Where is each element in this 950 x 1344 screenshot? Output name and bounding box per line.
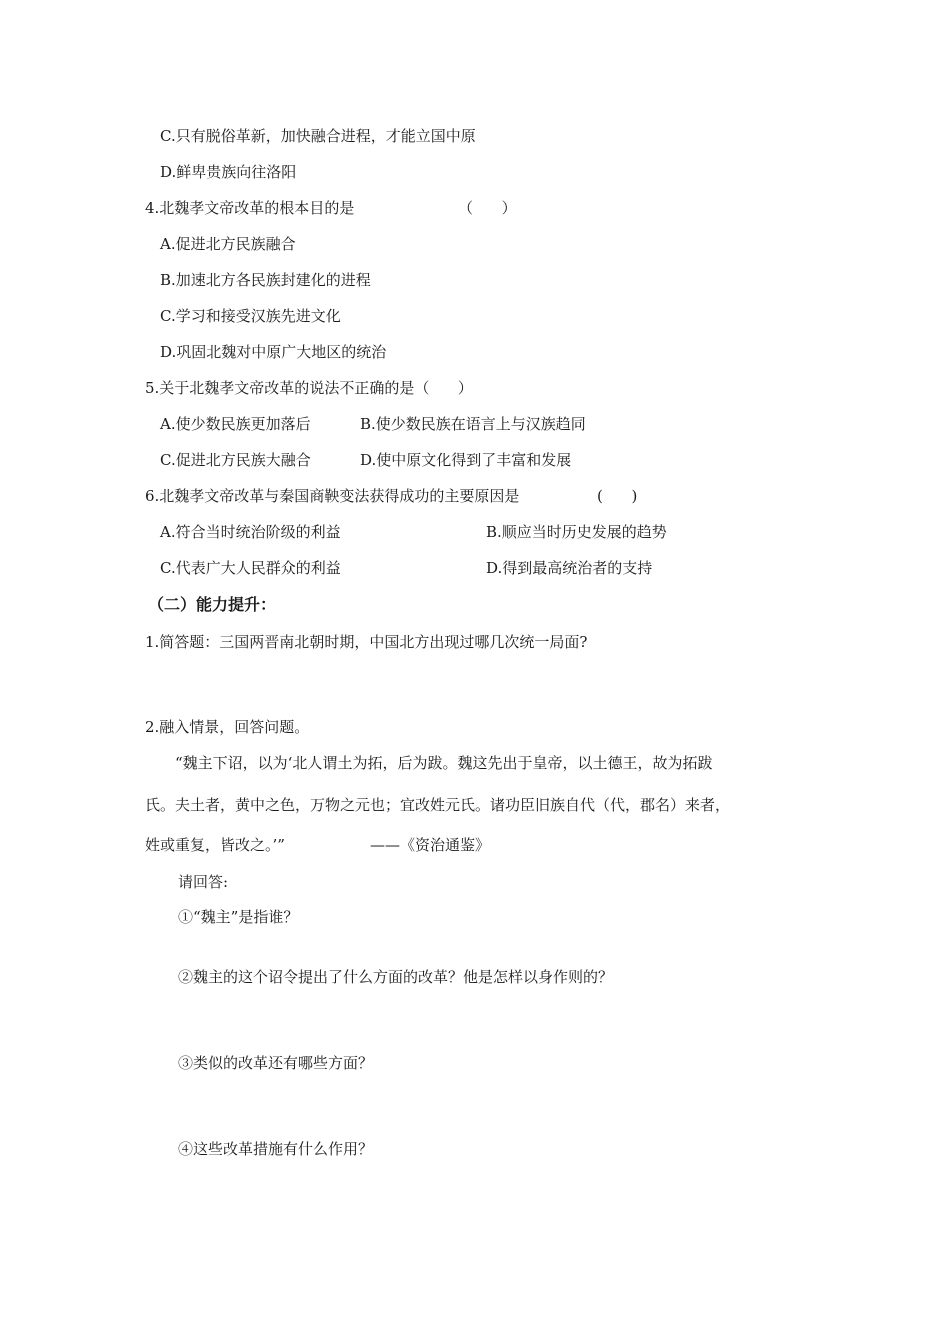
q4-option-a: A.促进北方民族融合 (160, 235, 296, 253)
q4-option-c: C.学习和接受汉族先进文化 (160, 307, 341, 325)
sub-question-4: ④这些改革措施有什么作用？ (178, 1140, 374, 1158)
quote-line-1: “魏主下诏，以为‘北人谓土为拓，后为跋。魏这先出于皇帝，以土德王，故为拓跋 (175, 754, 713, 772)
q4-stem: 4.北魏孝文帝改革的根本目的是 (145, 199, 355, 217)
q3-option-c: C.只有脱俗革新，加快融合进程，才能立国中原 (160, 127, 476, 145)
q3-option-d: D.鲜卑贵族向往洛阳 (160, 163, 297, 181)
short-answer-question: 1.简答题：三国两晋南北朝时期，中国北方出现过哪几次统一局面? (145, 633, 588, 651)
q5-option-d: D.使中原文化得到了丰富和发展 (360, 451, 572, 469)
q6-option-d: D.得到最高统治者的支持 (486, 559, 653, 577)
q4-option-d: D.巩固北魏对中原广大地区的统治 (160, 343, 387, 361)
answer-prompt: 请回答: (178, 873, 229, 891)
sub-question-2: ②魏主的这个诏令提出了什么方面的改革？他是怎样以身作则的？ (178, 968, 614, 986)
quote-source: ——《资治通鉴》 (370, 836, 491, 854)
q4-answer-paren: （ ） (458, 199, 517, 217)
sub-question-1: ①“魏主”是指谁？ (178, 908, 299, 926)
q6-option-b: B.顺应当时历史发展的趋势 (486, 523, 667, 541)
q6-stem: 6.北魏孝文帝改革与秦国商鞅变法获得成功的主要原因是 (145, 487, 520, 505)
q6-option-c: C.代表广大人民群众的利益 (160, 559, 341, 577)
sub-question-3: ③类似的改革还有哪些方面？ (178, 1054, 374, 1072)
section-heading: （二）能力提升： (148, 595, 277, 614)
quote-line-3: 姓或重复，皆改之。’” (145, 836, 285, 854)
q6-answer-paren: ( ) (597, 487, 638, 505)
q5-option-a: A.使少数民族更加落后 (160, 415, 311, 433)
scenario-question: 2.融入情景，回答问题。 (145, 718, 310, 736)
q5-option-c: C.促进北方民族大融合 (160, 451, 311, 469)
q5-stem: 5.关于北魏孝文帝改革的说法不正确的是（ ） (145, 379, 473, 397)
q4-option-b: B.加速北方各民族封建化的进程 (160, 271, 371, 289)
q6-option-a: A.符合当时统治阶级的利益 (160, 523, 341, 541)
quote-line-2: 氏。夫土者，黄中之色，万物之元也；宜改姓元氏。诸功臣旧族自代（代，郡名）来者， (145, 796, 731, 814)
q5-option-b: B.使少数民族在语言上与汉族趋同 (360, 415, 586, 433)
